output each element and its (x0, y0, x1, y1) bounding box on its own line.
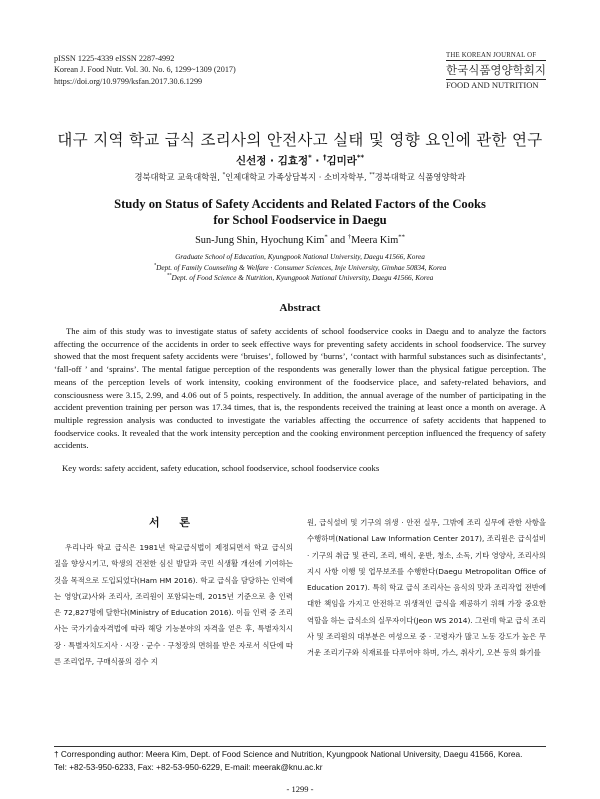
korean-author-part: · (311, 155, 324, 167)
english-affil-1: Graduate School of Education, Kyungpook National University, Daegu 41566, Korea (175, 252, 425, 261)
intro-paragraph: 원, 급식설비 및 기구의 위생 · 안전 실무, 그밖에 조리 실무에 관한 사항을 수행하며(National Law Information Center 2017), 조리원은 급식설비 · 기구의 취급 및 관리, 조리, 배식, 운반, 청소, 소독, 기타 영양사, 조리사의 지시 사항 이행 및 업무보조를 수행한다(Daegu Metropolitan Office of Education 2017). 특히 학교 급식 조리사는 음식의 맛과 조리작업 전반에 대한 책임을 가지고 안전하고 위생적인 급식을 제공하기 위해 가장 중요한 역할을 하는 급식소의 실무자이다(Jeon WS 2014). 그런데 학교 급식 조리사 및 조리원의 대부분은 여성으로 중 · 고령자가 많고 노동 강도가 높은 무거운 조리기구와 식재료를 다루어야 하며, 가스, 취사기, 오븐 등의 화기를 (307, 518, 546, 658)
footnote-line2: Tel: +82-53-950-6233, Fax: +82-53-950-6229, E-mail: meerak@knu.ac.kr (54, 762, 323, 772)
english-author-part: Meera Kim (351, 235, 399, 246)
footnote-divider (54, 746, 546, 747)
abstract-heading: Abstract (279, 302, 321, 314)
author-mark: † (347, 233, 352, 241)
author-mark: ** (398, 233, 405, 241)
korean-affiliations (0, 171, 600, 183)
section-heading-intro: 서 론 (148, 516, 199, 529)
doi-link[interactable]: https://doi.org/10.9799/ksfan.2017.30.6.1299 (54, 76, 203, 86)
english-title-line2: for School Foodservice in Daegu (213, 213, 387, 227)
affil-mark: * (153, 263, 157, 269)
english-affil-3-text: Dept. of Food Science & Nutrition, Kyungpook National University, Daegu 41566, Korea (171, 273, 434, 282)
footnote-line1: † Corresponding author: Meera Kim, Dept. of Food Science and Nutrition, Kyungpook National University, Daegu 41566, Korea. (54, 749, 523, 759)
korean-affil-part: 인제대학교 가족상담복지 · 소비자학부, (225, 172, 370, 182)
english-affil-2-text: Dept. of Family Counseling & Welfare · Consumer Sciences, Inje University, Gimhae 50834, Korea (156, 262, 447, 272)
journal-logo-line1: THE KOREAN JOURNAL OF (446, 52, 546, 61)
affil-mark: * (222, 172, 226, 179)
corresponding-author-footnote (54, 748, 546, 774)
english-authors (0, 235, 600, 246)
english-author-part: Sun-Jung Shin, Hyochung Kim (195, 235, 325, 246)
abstract-body: The aim of this study was to investigate status of safety accidents of school foodservice cooks in Daegu and to analyze the factors affecting the occurrence of the accidents in order to seek effective ways for preventing safety accidents in school foodservice. The survey showed that the most frequent safety accidents were ‘bruises’, followed by ‘burns’, ‘contact with harmful substances such as disinfectants’, ‘fall-off ’ and ‘sprains’. The mental fatigue perception of the respondents was generally lower than the physical fatigue perception. The means of the perception levels of work intensity, cooking environment of the foodservice place, and safety-related behaviors, and consciousness were 3.15, 2.99, and 4.06 out of 5 points, respectively. In addition, the annual average of the number of participating in the accident prevention training per person was 17.34 times, that is, the respondents received the training at least once a month on average. A multiple regression analysis was conducted to investigate the variables affecting the occurrence of safety accidents that happened to foodservice cooks. It revealed that the work intensity perception and the cooking environment perception influenced the frequency of safety accidents. (54, 326, 546, 451)
keywords: Key words: safety accident, safety education, school foodservice, school foodservice cooks (62, 463, 380, 473)
issn: pISSN 1225-4339 eISSN 2287-4992 (54, 54, 175, 63)
affil-mark: ** (166, 273, 172, 279)
affil-mark: ** (369, 172, 375, 179)
author-mark: * (324, 233, 328, 241)
author-mark: * (308, 153, 312, 162)
journal-logo-line2: 한국식품영양학회지 (446, 63, 546, 77)
english-title (0, 196, 600, 228)
english-affiliations (0, 252, 600, 284)
english-author-part: and (327, 235, 348, 246)
korean-author-part: 김미라 (326, 155, 357, 167)
journal-logo-line3: FOOD AND NUTRITION (446, 79, 546, 90)
intro-paragraph: 우리나라 학교 급식은 1981년 학교급식법이 제정되면서 학교 급식의 질을 향상시키고, 학생의 건전한 심신 발달과 국민 식생활 개선에 기여하는 것을 목적으로 도입되었다(Ham HM 2016). 학교 급식을 담당하는 인력에는 영양(교)사와 조리사, 조리원이 포함되는데, 2015년 기준으로 총 인력은 72,827명에 달한다(Ministry of Education 2016). 이들 인력 중 조리사는 국가기술자격법에 따라 해당 기능분야의 자격을 얻은 후, 특별자치시장 · 특별자치도지사 · 시장 · 군수 · 구청장의 면허를 받은 자로서 식단에 따른 조리업무, 구매식품의 검수 지 (54, 543, 293, 667)
article-meta (54, 53, 236, 87)
author-mark: ** (356, 153, 365, 162)
english-affil-3 (0, 273, 600, 284)
english-affil-2 (0, 263, 600, 274)
korean-title: 대구 지역 학교 급식 조리사의 안전사고 실태 및 영향 요인에 관한 연구 (57, 131, 543, 149)
citation: Korean J. Food Nutr. Vol. 30. No. 6, 1299~1309 (2017) (54, 65, 236, 75)
journal-logo (446, 52, 546, 90)
intro-left-column (54, 540, 293, 670)
page-number: - 1299 - (286, 784, 314, 794)
korean-author-part: 신선정 · 김효정 (235, 155, 309, 167)
intro-right-column (307, 515, 546, 662)
korean-affil-part: 경북대학교 식품영양학과 (374, 172, 466, 182)
author-mark: † (323, 153, 327, 162)
korean-authors (0, 153, 600, 168)
english-title-line1: Study on Status of Safety Accidents and Related Factors of the Cooks (114, 197, 486, 211)
korean-affil-part: 경북대학교 교육대학원, (134, 172, 223, 182)
